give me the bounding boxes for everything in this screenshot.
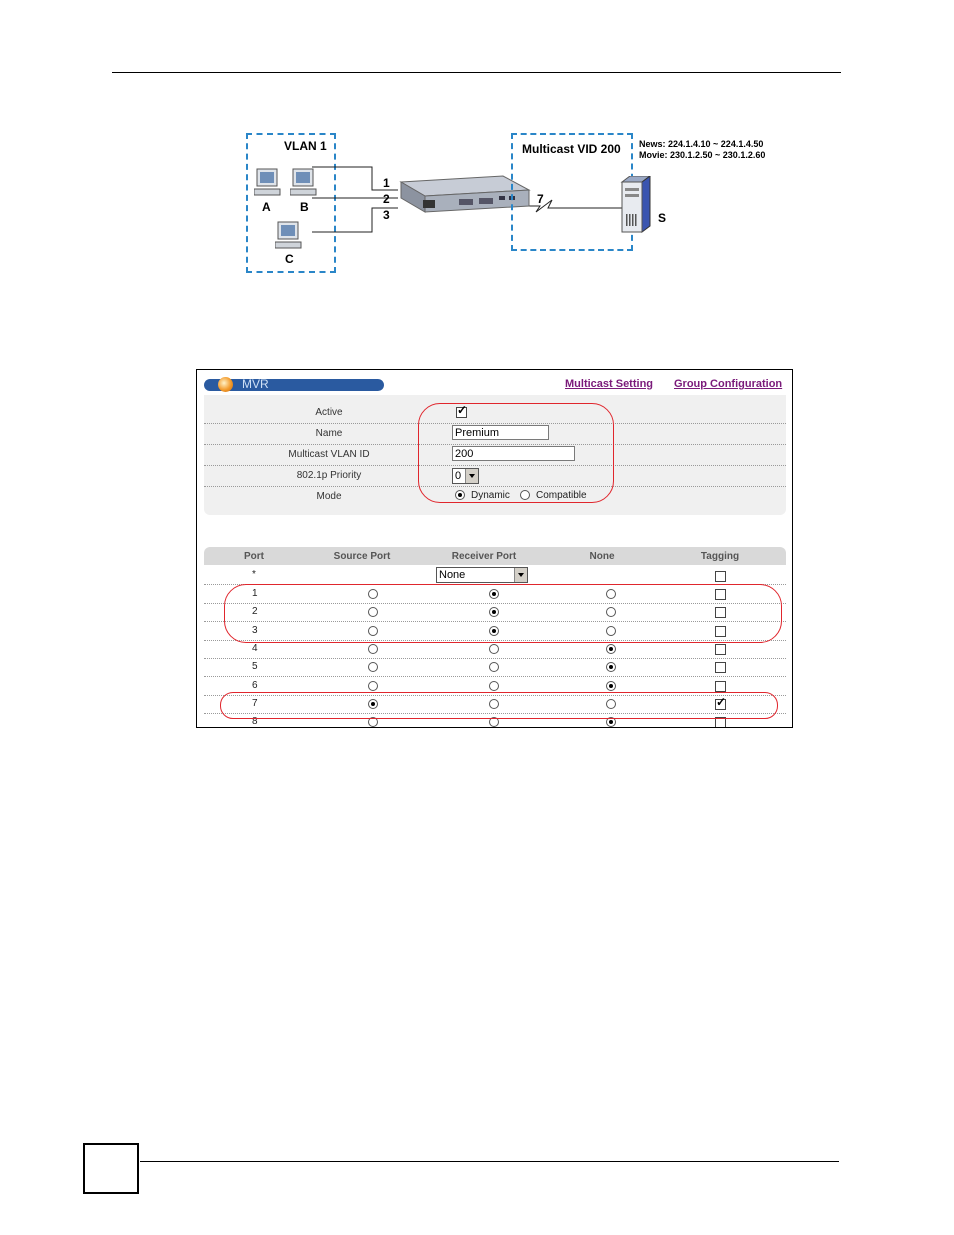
receiver-ports-highlight [224,584,782,643]
col-source-port: Source Port [333,551,391,562]
col-receiver-port: Receiver Port [451,551,517,562]
source-port-radio[interactable] [368,644,378,654]
port-number: 2 [252,606,258,618]
all-ports-tagging-checkbox[interactable] [715,571,726,582]
port-label-2: 2 [383,192,390,206]
source-port-highlight [220,692,778,719]
col-none: None [589,551,615,562]
all-ports-row [204,566,786,585]
port-number: 8 [252,716,258,728]
mode-label: Mode [316,491,342,502]
vlan-id-input[interactable]: 200 [452,446,575,461]
server-icon [620,176,656,236]
news-range-label: News: 224.1.4.10 ~ 224.1.4.50 [639,139,764,149]
receiver-port-radio[interactable] [489,644,499,654]
footer-rule [140,1161,839,1162]
settings-highlight [418,403,614,503]
server-label: S [658,211,667,225]
network-diagram [240,128,780,278]
mode-compatible-label: Compatible [536,490,587,501]
priority-label: 802.1p Priority [296,470,362,481]
mvr-title-bar [204,379,384,391]
none-port-radio[interactable] [606,681,616,691]
all-ports-symbol: * [252,569,256,580]
host-label-b: B [300,200,309,214]
mvr-screenshot [196,369,793,728]
none-port-radio[interactable] [606,644,616,654]
header-rule [112,72,841,73]
port-table-header [204,547,786,565]
none-port-radio[interactable] [606,662,616,672]
priority-value: 0 [455,470,462,482]
tagging-checkbox[interactable] [715,662,726,673]
receiver-port-radio[interactable] [489,681,499,691]
tagging-checkbox[interactable] [715,644,726,655]
port-number: 7 [252,697,258,709]
movie-range-label: Movie: 230.1.2.50 ~ 230.1.2.60 [639,150,766,160]
mode-dynamic-label: Dynamic [471,490,510,501]
uplink-port-label: 7 [537,192,544,206]
host-label-a: A [262,200,271,214]
source-port-radio[interactable] [368,662,378,672]
tagging-checkbox[interactable] [715,681,726,692]
port-number: 1 [252,588,258,599]
active-label: Active [315,407,343,418]
page-title: MVR [242,377,269,391]
port-number: 4 [252,642,258,654]
receiver-port-radio[interactable] [489,662,499,672]
title-orb-icon [218,377,233,392]
col-tagging: Tagging [700,551,740,562]
group-configuration-link[interactable]: Group Configuration [674,378,783,390]
table-row [204,658,786,677]
host-label-c: C [285,252,294,266]
all-ports-select[interactable] [436,567,528,583]
name-input[interactable]: Premium [452,425,549,440]
vlan1-label: VLAN 1 [284,139,327,153]
multicast-label: Multicast VID 200 [522,142,621,156]
vlan-id-label: Multicast VLAN ID [288,449,370,460]
multicast-setting-link[interactable]: Multicast Setting [565,378,654,390]
port-label-1: 1 [383,176,390,190]
chevron-down-icon [514,568,527,582]
name-label: Name [315,428,343,439]
page-number-box [83,1143,139,1194]
port-number: 3 [252,624,258,636]
col-port: Port [244,551,264,562]
port-number: 6 [252,679,258,691]
port-label-3: 3 [383,208,390,222]
port-number: 5 [252,661,258,673]
all-ports-select-value: None [439,569,466,581]
source-port-radio[interactable] [368,681,378,691]
